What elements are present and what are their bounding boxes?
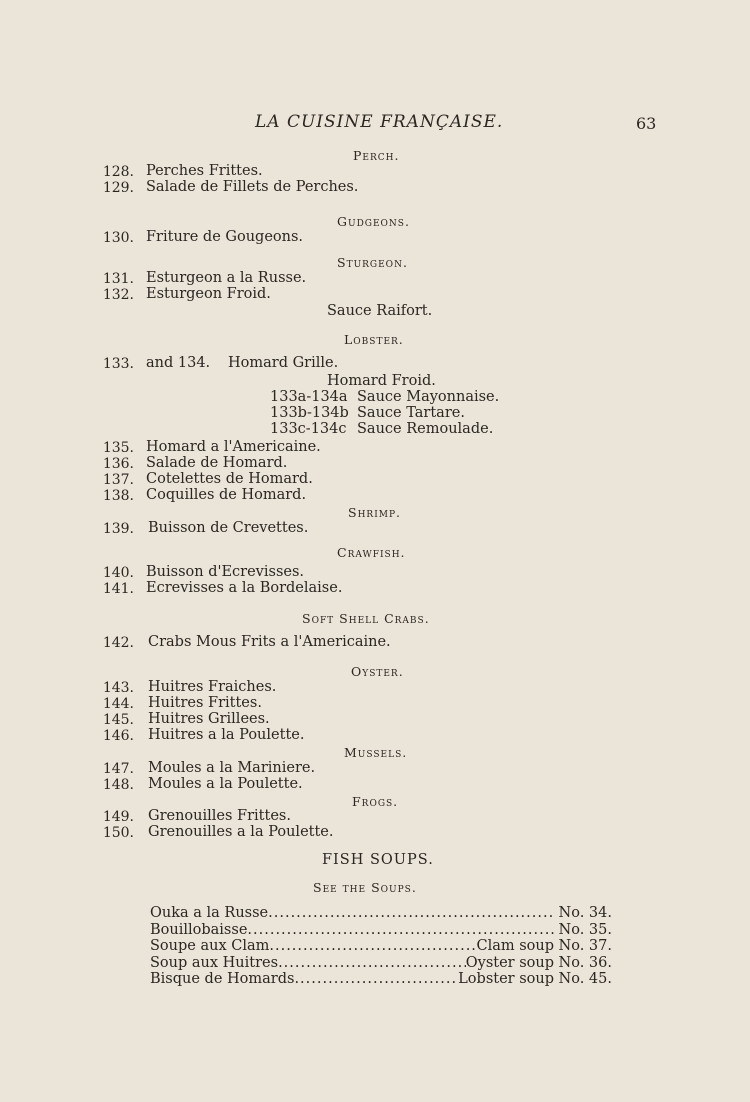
soup-name: Bisque de Homards: [150, 971, 295, 987]
item-number: 145.: [102, 712, 134, 728]
soup-reference: No. 45.: [558, 971, 612, 987]
soup-alt-name: Oyster soup: [465, 954, 554, 971]
menu-item: Coquilles de Homard.: [146, 487, 307, 503]
soup-name: Soupe aux Clam: [150, 938, 270, 954]
menu-item: Huitres Grillees.: [148, 711, 270, 727]
dot-leader: [269, 938, 476, 954]
heading-oyster: Oyster.: [351, 664, 404, 679]
item-number: 146.: [102, 728, 134, 744]
soup-name: Soup aux Huitres: [150, 954, 279, 971]
heading-fish-soups: FISH SOUPS.: [322, 852, 434, 868]
menu-item: Moules a la Mariniere.: [148, 760, 316, 776]
item-number: 132.: [102, 287, 134, 303]
item-number: 136.: [102, 456, 134, 472]
item-number: 138.: [102, 488, 134, 504]
soup-reference: No. 34.: [558, 905, 612, 921]
item-number: 142.: [102, 635, 134, 651]
menu-item: Perches Frittes.: [146, 163, 263, 179]
subheading-see-the-soups: See the Soups.: [313, 880, 417, 895]
heading-sturgeon: Sturgeon.: [337, 255, 408, 270]
menu-item: Homard Grille.: [228, 355, 339, 371]
soup-alt-name: Clam soup: [476, 938, 554, 954]
soup-name: Ouka a la Russe: [150, 905, 269, 921]
item-number: 133.: [102, 356, 134, 372]
dot-leader: [278, 955, 466, 971]
menu-item: Huitres Fraiches.: [148, 679, 277, 695]
item-number: 139.: [102, 521, 134, 537]
heading-shrimp: Shrimp.: [348, 505, 401, 520]
sauce-name: Sauce Tartare.: [357, 405, 465, 421]
menu-item: Buisson de Crevettes.: [148, 520, 309, 536]
item-number: 149.: [102, 809, 134, 825]
menu-item: Huitres a la Poulette.: [148, 727, 305, 743]
heading-mussels: Mussels.: [344, 745, 408, 760]
sauce-name: Sauce Mayonnaise.: [357, 389, 500, 405]
menu-item: Ecrevisses a la Bordelaise.: [146, 580, 343, 596]
menu-item: Esturgeon Froid.: [146, 286, 271, 302]
heading-crawfish: Crawfish.: [337, 545, 406, 560]
soup-alt-name: Lobster soup: [458, 971, 554, 987]
menu-item: Moules a la Poulette.: [148, 776, 303, 792]
menu-item: Homard a l'Americaine.: [146, 439, 321, 455]
menu-item: Cotelettes de Homard.: [146, 471, 313, 487]
dot-leader: [294, 971, 458, 987]
heading-perch: Perch.: [353, 148, 400, 163]
item-number: 144.: [102, 696, 134, 712]
menu-item: Buisson d'Ecrevisses.: [146, 564, 305, 580]
heading-frogs: Frogs.: [352, 794, 399, 809]
fish-soups-table: [150, 905, 612, 988]
soup-row: [150, 955, 612, 972]
item-number: 148.: [102, 777, 134, 793]
soup-row: [150, 938, 612, 955]
sauce-name: Sauce Remoulade.: [357, 421, 494, 437]
sauce-raifort: Sauce Raifort.: [327, 303, 433, 319]
menu-item: Grenouilles a la Poulette.: [148, 824, 334, 840]
soup-row: [150, 905, 612, 922]
menu-item: Salade de Fillets de Perches.: [146, 179, 359, 195]
sauce-code: 133c-134c: [270, 421, 347, 437]
menu-item: Esturgeon a la Russe.: [146, 270, 307, 286]
item-number: 128.: [102, 164, 134, 180]
item-number: 143.: [102, 680, 134, 696]
heading-soft-shell-crabs: Soft Shell Crabs.: [302, 611, 430, 626]
dot-leader: [247, 922, 554, 938]
item-number-range: and 134.: [146, 355, 211, 371]
soup-name: Bouillobaisse: [150, 921, 248, 938]
soup-reference: No. 37.: [558, 938, 612, 954]
soup-reference: No. 35.: [558, 921, 612, 938]
item-number: 150.: [102, 825, 134, 841]
soup-reference: No. 36.: [558, 954, 612, 971]
menu-item: Friture de Gougeons.: [146, 229, 304, 245]
menu-item: Salade de Homard.: [146, 455, 288, 471]
item-number: 137.: [102, 472, 134, 488]
running-title: LA CUISINE FRANÇAISE.: [255, 112, 504, 132]
item-number: 140.: [102, 565, 134, 581]
item-number: 141.: [102, 581, 134, 597]
heading-gudgeons: Gudgeons.: [337, 214, 410, 229]
sauce-code: 133b-134b: [270, 405, 349, 421]
item-number: 135.: [102, 440, 134, 456]
soup-row: [150, 922, 612, 939]
menu-item: Crabs Mous Frits a l'Americaine.: [148, 634, 391, 650]
dot-leader: [268, 905, 554, 921]
menu-item: Grenouilles Frittes.: [148, 808, 291, 824]
item-number: 147.: [102, 761, 134, 777]
item-number: 129.: [102, 180, 134, 196]
item-number: 131.: [102, 271, 134, 287]
menu-item: Huitres Frittes.: [148, 695, 262, 711]
heading-lobster: Lobster.: [344, 332, 404, 347]
soup-row: [150, 971, 612, 988]
item-number: 130.: [102, 230, 134, 246]
page-number: 63: [636, 114, 657, 133]
homard-froid: Homard Froid.: [327, 373, 436, 389]
sauce-code: 133a-134a: [270, 389, 348, 405]
